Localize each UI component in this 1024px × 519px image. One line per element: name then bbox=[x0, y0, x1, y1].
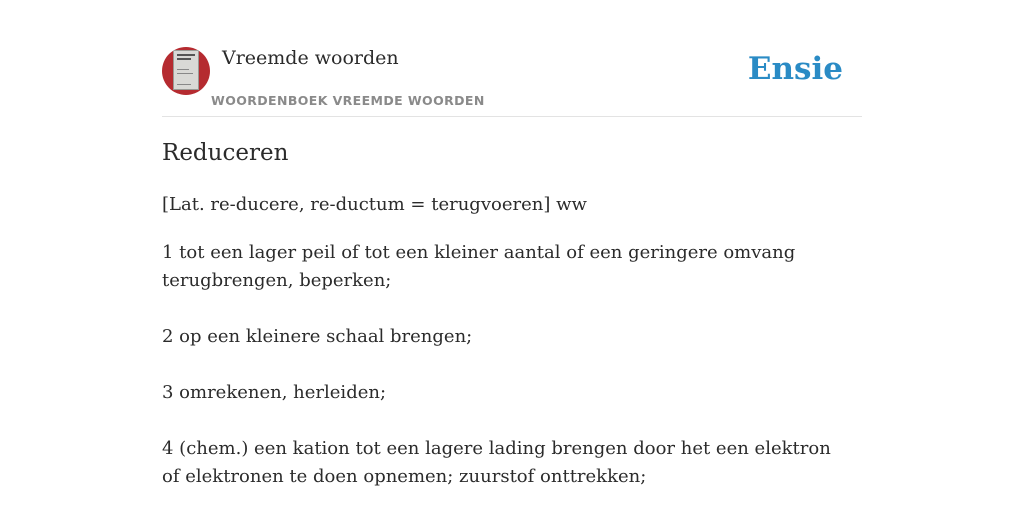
definition-item: 3 omrekenen, herleiden; bbox=[162, 382, 387, 403]
definition-item: 1 tot een lager peil of tot een kleiner aantal of een geringere omvang terugbrengen, beperken; bbox=[162, 242, 796, 291]
entry-title: Reduceren bbox=[162, 140, 289, 166]
entry-etymology: [Lat. re-ducere, re-ductum = terugvoeren] ww bbox=[162, 194, 587, 215]
dictionary-book-cover-icon[interactable] bbox=[162, 47, 210, 95]
source-subtitle: WOORDENBOEK VREEMDE WOORDEN bbox=[211, 93, 485, 108]
definition-item: 2 op een kleinere schaal brengen; bbox=[162, 326, 473, 347]
definition-item: 4 (chem.) een kation tot een lagere lading brengen door het een elektron of elektronen te doen opnemen; zuurstof onttrekken; bbox=[162, 438, 831, 487]
source-header bbox=[162, 44, 862, 117]
book-cover bbox=[173, 50, 199, 90]
source-title[interactable]: Vreemde woorden bbox=[222, 47, 399, 69]
brand-logo[interactable]: Ensie bbox=[747, 51, 843, 87]
definition-list bbox=[162, 239, 852, 519]
